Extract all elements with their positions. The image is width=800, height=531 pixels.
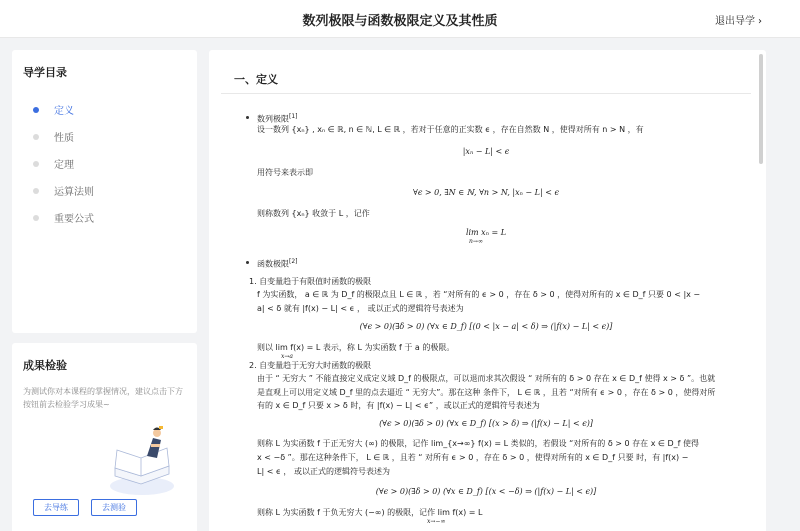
section-heading: 一、定义 xyxy=(234,73,278,86)
assessment-buttons xyxy=(33,499,137,516)
formula: (∀ϵ > 0)(∃δ > 0) (∀x ∈ D_f) [(x > δ) ⇒ (|f(x) − L| < ϵ)] xyxy=(379,419,593,428)
toc-item-label: 定义 xyxy=(54,106,74,117)
formula: |xₙ − L| < ϵ xyxy=(462,147,510,156)
text-line: f 为实函数， a ∈ ℝ 为 D_f 的极限点且 L ∈ ℝ ，若 “对所有的 ϵ > 0 ，存在 δ > 0 ，使得对所有的 x ∈ D_f 只要 0 < |x − xyxy=(257,290,701,299)
function-limit-heading: 函数极限[2] xyxy=(257,258,298,269)
formula: (∀ϵ > 0)(∃δ > 0) (∀x ∈ D_f) [(0 < |x − a| < δ) ⇒ (|f(x) − L| < ϵ)] xyxy=(359,322,613,331)
formula: (∀ϵ > 0)(∃δ > 0) (∀x ∈ D_f) [(x < −δ) ⇒ (|f(x) − L| < ϵ)] xyxy=(375,487,597,496)
formula: ∀ϵ > 0, ∃N ∈ ℕ, ∀n > N, |xₙ − L| < ϵ xyxy=(413,188,559,197)
reading-illustration-icon xyxy=(107,418,177,498)
formula-subscript: n→∞ xyxy=(469,238,483,245)
section-divider xyxy=(221,93,751,94)
dot-icon xyxy=(33,107,39,113)
sequence-limit-heading: 数列极限[1] xyxy=(257,113,298,124)
top-bar xyxy=(0,0,800,38)
text-line: 2. 自变量趋于无穷大时函数的极限 xyxy=(249,361,372,370)
text-line: x < −δ ”。那在这种条件下， L ∈ ℝ ，且若 “ 对所有 ϵ > 0 ，存在 δ > 0 ，使得对所有的 x ∈ D_f 只要 时，有 |f(x) − xyxy=(257,453,689,462)
dot-icon xyxy=(33,161,39,167)
formula-subscript: x→a xyxy=(281,353,293,360)
text-line: 由于 “ 无穷大 ” 不能直接定义成定义域 D_f 的极限点，可以退而求其次假设 “ 对所有的 δ > 0 存在 x ∈ D_f 使得 x > δ ”。也就 xyxy=(257,374,716,383)
toc-item-definition[interactable] xyxy=(12,96,197,123)
text-line: 用符号来表示即 xyxy=(257,168,313,177)
text-line: 则称数列 {xₙ} 收敛于 L ，记作 xyxy=(257,209,370,218)
dot-icon xyxy=(33,215,39,221)
text-line: 设一数列 {xₙ} , xₙ ∈ ℝ, n ∈ ℕ, L ∈ ℝ ，若对于任意的正实数 ϵ ，存在自然数 N ，使得对所有 n > N ，有 xyxy=(257,125,644,134)
toc-item-properties[interactable] xyxy=(12,123,197,150)
exit-guide-label: 退出导学 xyxy=(715,16,755,27)
toc-list xyxy=(12,96,197,231)
assessment-description: 为测试你对本课程的掌握情况，建议点击下方 按钮前去检验学习成果~ xyxy=(23,387,183,409)
text-line: 则称 L 为实函数 f 于负无穷大 (−∞) 的极限，记作 lim f(x) = L xyxy=(257,508,483,517)
formula: lim xₙ = L xyxy=(465,228,507,237)
toc-item-label: 重要公式 xyxy=(54,214,94,225)
toc-panel xyxy=(12,50,197,333)
exit-guide-button[interactable] xyxy=(715,12,762,27)
toc-item-formulas[interactable] xyxy=(12,204,197,231)
dot-icon xyxy=(33,134,39,140)
test-button[interactable]: 去测验 xyxy=(91,499,137,516)
page-title: 数列极限与函数极限定义及其性质 xyxy=(302,14,498,29)
dot-icon xyxy=(33,188,39,194)
formula-subscript: x→−∞ xyxy=(427,518,446,525)
toc-item-label: 定理 xyxy=(54,160,74,171)
text-line: L| < ϵ ， 或以正式的逻辑符号表述为 xyxy=(257,467,390,476)
toc-item-rules[interactable] xyxy=(12,177,197,204)
toc-item-label: 性质 xyxy=(54,133,74,144)
toc-item-theorems[interactable] xyxy=(12,150,197,177)
text-line: 则称 L 为实函数 f 于正无穷大 (∞) 的极限，记作 lim_{x→∞} f(x) = L 类似的，若假设 “对所有的 δ > 0 存在 x ∈ D_f 使得 xyxy=(257,439,700,448)
text-line: 1. 自变量趋于有限值时函数的极限 xyxy=(249,277,372,286)
text-line: a| < δ 就有 |f(x) − L| < ϵ ， 或以正式的逻辑符号表述为 xyxy=(257,304,464,313)
scrollbar-thumb[interactable] xyxy=(759,54,763,164)
assessment-panel xyxy=(12,343,197,531)
toc-title: 导学目录 xyxy=(23,66,67,79)
content-panel xyxy=(209,50,766,531)
bullet-icon xyxy=(246,261,249,264)
chevron-right-icon: › xyxy=(758,16,762,27)
scrollbar[interactable] xyxy=(756,50,766,531)
bullet-icon xyxy=(246,116,249,119)
practice-button[interactable]: 去导练 xyxy=(33,499,79,516)
toc-item-label: 运算法则 xyxy=(54,187,94,198)
assessment-title: 成果检验 xyxy=(23,359,67,372)
text-line: 则以 lim f(x) = L 表示，称 L 为实函数 f 于 a 的极限。 xyxy=(257,343,455,352)
text-line: 有的 x ∈ D_f 只要 x > δ 时，有 |f(x) − L| < ϵ” ，或以正式的逻辑符号表述为 xyxy=(257,401,540,410)
text-line: 是直观上可以用定义域 D_f 里的点去逼近 “ 无穷大”。那在这种 条件下， L ∈ ℝ ，且若 “对所有 ϵ > 0 ，存在 δ > 0 ，使得对所 xyxy=(257,388,716,397)
